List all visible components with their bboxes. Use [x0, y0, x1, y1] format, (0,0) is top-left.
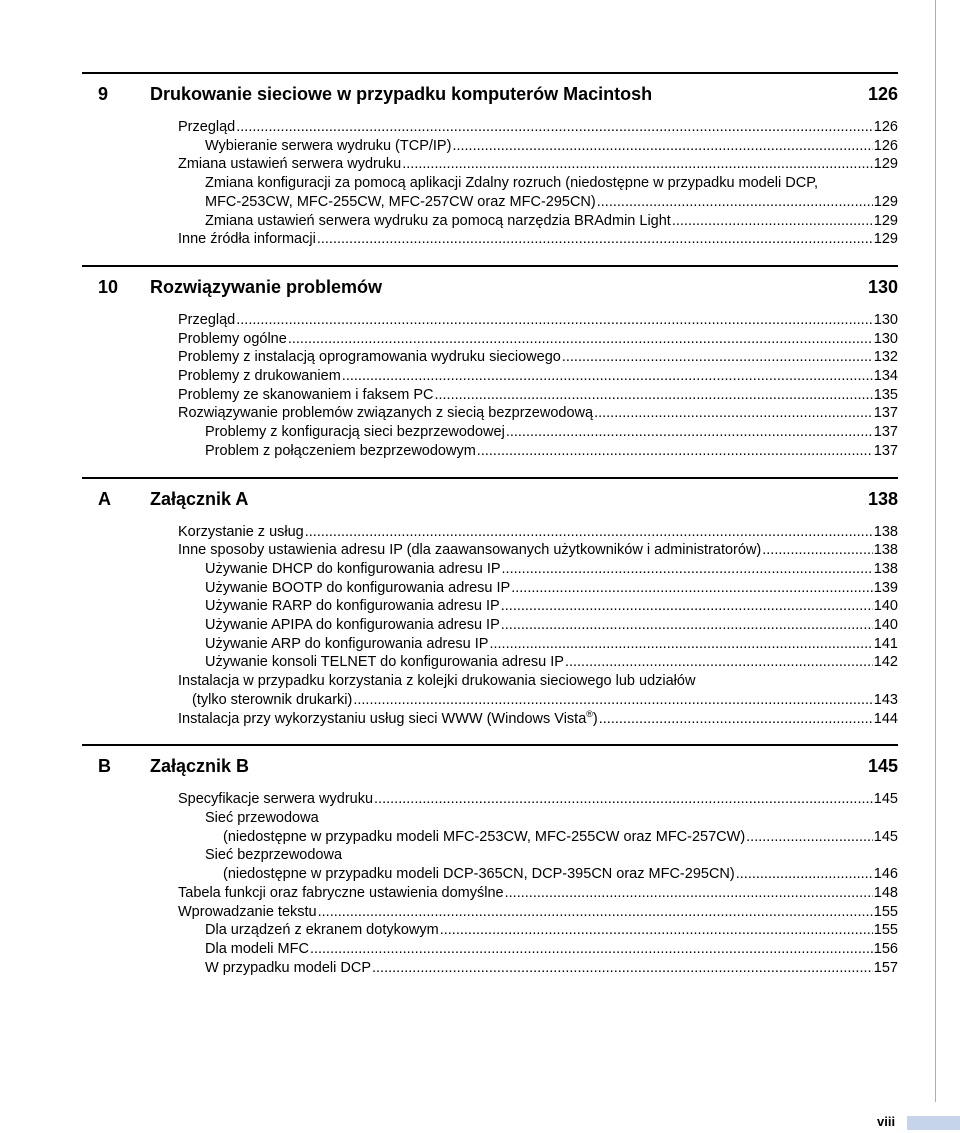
toc-entry-page: 137 [873, 424, 898, 441]
toc-entry-text: Przegląd [178, 119, 236, 135]
toc-entry[interactable] [82, 367, 898, 386]
toc-entry-title [178, 790, 373, 809]
toc-entry-page: 138 [873, 560, 898, 577]
toc-chapter [82, 265, 898, 461]
toc-entry-title [205, 597, 500, 616]
toc-entry[interactable] [82, 155, 898, 174]
toc-entry-text: Dla urządzeń z ekranem dotykowym [205, 922, 439, 939]
toc-entry-text: Zmiana ustawień serwera wydruku za pomocą narzędzia BRAdmin Light [205, 212, 671, 229]
toc-entry-page: 135 [873, 386, 898, 403]
toc-entry-text: Problemy ze skanowaniem i faksem PC [178, 386, 434, 403]
dot-leader [372, 959, 873, 978]
dot-leader [452, 137, 872, 156]
toc-entry-text: Specyfikacje serwera wydruku [178, 791, 374, 808]
toc-entry-page: 142 [873, 654, 898, 671]
toc-entry-text: Korzystanie z usług [178, 523, 304, 540]
toc-entry-title [178, 404, 593, 423]
toc-entry-page: 126 [873, 119, 898, 135]
footer-tab [907, 1116, 960, 1130]
toc-entry[interactable] [82, 653, 898, 672]
chapter-page: 138 [867, 488, 898, 509]
chapter-number: B [98, 756, 111, 777]
toc-entry[interactable] [82, 348, 898, 367]
toc-entry-line: Zmiana konfiguracji za pomocą aplikacji Zdalny rozruch (niedostępne w przypadku modeli DCP, [205, 175, 819, 192]
toc-entry-text: Używanie BOOTP do konfigurowania adresu IP [205, 579, 511, 596]
toc-entry-text: Wprowadzanie tekstu [178, 903, 317, 920]
chapter-heading[interactable] [82, 744, 898, 776]
toc-entry[interactable] [82, 541, 898, 560]
toc-entry[interactable] [82, 597, 898, 616]
chapter-heading[interactable] [82, 477, 898, 509]
dot-leader [236, 118, 873, 137]
toc-entry-page: 140 [873, 598, 898, 615]
chapter-number: 10 [98, 276, 119, 297]
chapter-title: Drukowanie sieciowe w przypadku komputerów Macintosh [150, 84, 653, 104]
toc-entry-text: Zmiana ustawień serwera wydruku [178, 156, 402, 173]
toc-entry[interactable] [82, 959, 898, 978]
toc-entry-title [205, 442, 476, 461]
toc-entry-title [178, 367, 341, 386]
toc-entry-title [178, 523, 304, 542]
dot-leader [511, 579, 873, 598]
toc-entry[interactable] [82, 230, 898, 249]
dot-leader [317, 230, 873, 249]
toc-entry-title [178, 903, 317, 922]
toc-entry-title [178, 230, 316, 249]
toc-entry-page: 129 [873, 231, 898, 248]
toc-entry-text: (tylko sterownik drukarki) [192, 691, 353, 708]
toc-chapter [82, 744, 898, 977]
toc-entry-text: (niedostępne w przypadku modeli MFC-253CW, MFC-255CW oraz MFC-257CW) [223, 828, 746, 845]
toc-entry[interactable] [82, 311, 898, 330]
toc-entry-page: 130 [873, 330, 898, 347]
toc-entry[interactable] [82, 828, 898, 847]
toc-entry-title [205, 921, 439, 940]
toc-entry-text-end: ) [592, 710, 598, 727]
toc-entry[interactable] [82, 386, 898, 405]
dot-leader [477, 442, 873, 461]
toc-entry-page: 134 [873, 368, 898, 385]
toc-entry-page: 146 [873, 866, 898, 883]
toc-entry-title [205, 940, 309, 959]
chapter-title: Załącznik A [150, 488, 249, 509]
toc-entry-title [178, 348, 561, 367]
toc-entry-title [205, 137, 451, 156]
toc-entry-title [178, 311, 235, 330]
toc-entry[interactable] [82, 790, 898, 809]
chapter-page: 130 [867, 276, 898, 297]
toc-entry-page: 126 [873, 137, 898, 154]
toc-entry-text: MFC-253CW, MFC-255CW, MFC-257CW oraz MFC-295CN) [205, 193, 596, 210]
toc-entry-line: Sieć bezprzewodowa [205, 847, 343, 864]
toc-entry-title [205, 212, 671, 231]
toc-entry[interactable] [82, 691, 898, 710]
toc-entry-page: 129 [873, 156, 898, 173]
page-number: viii [877, 1114, 896, 1129]
toc-entry-text: Tabela funkcji oraz fabryczne ustawienia domyślne [178, 884, 504, 901]
dot-leader [562, 348, 873, 367]
toc-chapter [82, 72, 898, 249]
toc-entry-title [178, 330, 287, 349]
toc-entry-page: 139 [873, 579, 898, 596]
toc-entry-page: 145 [873, 828, 898, 845]
toc-entry-title [178, 710, 598, 729]
toc-entry-title [223, 828, 745, 847]
toc-entry[interactable] [82, 865, 898, 884]
toc-entry[interactable] [82, 884, 898, 903]
dot-leader [565, 653, 873, 672]
chapter-number: 9 [98, 84, 109, 104]
chapter-heading[interactable] [82, 72, 898, 104]
chapter-heading[interactable] [82, 265, 898, 297]
toc-entry-text: Przegląd [178, 311, 236, 328]
toc-entry-page: 132 [873, 349, 898, 366]
toc-entry-text: Używanie APIPA do konfigurowania adresu IP [205, 617, 500, 634]
table-of-contents [82, 72, 898, 979]
toc-entry-text: Problemy z konfiguracją sieci bezprzewodowej [205, 424, 505, 441]
toc-entry-title [192, 691, 352, 710]
toc-entry[interactable] [82, 616, 898, 635]
dot-leader [374, 790, 873, 809]
toc-entry-text: Inne sposoby ustawienia adresu IP (dla zaawansowanych użytkowników i administratorów) [178, 542, 762, 559]
dot-leader [746, 828, 873, 847]
dot-leader [762, 541, 873, 560]
toc-entry-text: Wybieranie serwera wydruku (TCP/IP) [205, 137, 452, 154]
toc-entry-text: Dla modeli MFC [205, 940, 309, 957]
toc-entry-text: Problemy z instalacją oprogramowania wydruku sieciowego [178, 349, 561, 366]
toc-entry-title [178, 118, 235, 137]
dot-leader [736, 865, 873, 884]
toc-entry-text: Używanie konsoli TELNET do konfigurowania adresu IP [205, 654, 564, 671]
margin-rule [935, 0, 936, 1102]
toc-entry-page: 145 [873, 791, 898, 808]
toc-entry-title [178, 884, 504, 903]
toc-entry[interactable] [82, 118, 898, 137]
toc-entry-page: 144 [873, 710, 898, 727]
dot-leader [236, 311, 873, 330]
toc-entry-text: Inne źródła informacji [178, 231, 316, 248]
registered-mark: ® [586, 708, 593, 719]
toc-entry-page: 129 [873, 212, 898, 229]
toc-entry-page: 157 [873, 959, 898, 976]
toc-entry-page: 148 [873, 884, 898, 901]
toc-entry[interactable] [82, 560, 898, 579]
toc-entry-page: 137 [873, 442, 898, 459]
chapter-title: Załącznik B [150, 756, 250, 777]
chapter-number: A [98, 488, 111, 509]
dot-leader [318, 903, 873, 922]
dot-leader [288, 330, 873, 349]
toc-entry-line: Sieć przewodowa [205, 809, 319, 826]
toc-entry[interactable] [82, 710, 898, 729]
toc-entry-text: Problemy ogólne [178, 330, 287, 347]
toc-entry-page: 137 [873, 405, 898, 422]
toc-entry-page: 138 [873, 523, 898, 540]
toc-entry[interactable] [82, 423, 898, 442]
dot-leader [506, 423, 873, 442]
dot-leader [597, 193, 873, 212]
toc-entry-text: (niedostępne w przypadku modeli DCP-365CN, DCP-395CN oraz MFC-295CN) [223, 866, 735, 883]
toc-entry-page: 140 [873, 617, 898, 634]
dot-leader [599, 710, 873, 729]
toc-entry-title [205, 423, 505, 442]
toc-entry-title [205, 560, 501, 579]
toc-entry-title [178, 541, 761, 560]
toc-entry-text: Problemy z drukowaniem [178, 368, 341, 385]
toc-entry-title [205, 616, 500, 635]
toc-entry-page: 129 [873, 193, 898, 210]
dot-leader [501, 616, 873, 635]
toc-entry[interactable] [82, 212, 898, 231]
toc-entry-title [205, 959, 371, 978]
dot-leader [353, 691, 872, 710]
toc-entry-page: 156 [873, 940, 898, 957]
toc-entry-page: 143 [873, 691, 898, 708]
toc-entry-text: Problem z połączeniem bezprzewodowym [205, 442, 476, 459]
toc-entry[interactable] [82, 921, 898, 940]
toc-entry[interactable] [82, 635, 898, 654]
toc-entry-title [223, 865, 735, 884]
toc-entry-title [205, 579, 510, 598]
toc-entry[interactable] [82, 330, 898, 349]
dot-leader [594, 404, 873, 423]
toc-entry-title [178, 155, 401, 174]
toc-chapter [82, 477, 898, 729]
toc-entry[interactable] [82, 442, 898, 461]
dot-leader [434, 386, 872, 405]
toc-entry[interactable] [82, 579, 898, 598]
toc-entry-text: Używanie ARP do konfigurowania adresu IP [205, 635, 489, 652]
dot-leader [440, 921, 873, 940]
toc-entry-title [205, 653, 564, 672]
toc-entry-page: 141 [873, 635, 898, 652]
dot-leader [310, 940, 873, 959]
toc-entry-text: Rozwiązywanie problemów związanych z siecią bezprzewodową [178, 405, 594, 422]
toc-entry[interactable] [82, 137, 898, 156]
toc-entry[interactable] [82, 404, 898, 423]
chapter-title: Rozwiązywanie problemów [150, 276, 383, 297]
toc-entry-title [205, 193, 596, 212]
chapter-page: 145 [867, 756, 898, 777]
toc-entry[interactable] [82, 523, 898, 542]
dot-leader [342, 367, 873, 386]
toc-entry-page: 155 [873, 922, 898, 939]
toc-entry-text: Używanie RARP do konfigurowania adresu IP [205, 598, 500, 615]
dot-leader [489, 635, 872, 654]
dot-leader [505, 884, 873, 903]
toc-entry[interactable] [82, 193, 898, 212]
toc-entry-text: W przypadku modeli DCP [205, 959, 371, 976]
toc-entry-text: Używanie DHCP do konfigurowania adresu IP [205, 560, 501, 577]
dot-leader [502, 560, 873, 579]
toc-entry-page: 155 [873, 903, 898, 920]
toc-entry[interactable] [82, 903, 898, 922]
toc-entry[interactable] [82, 940, 898, 959]
toc-entry-text: Instalacja przy wykorzystaniu usług sieci WWW (Windows Vista [178, 710, 587, 727]
dot-leader [501, 597, 873, 616]
toc-entry-title [205, 635, 488, 654]
dot-leader [402, 155, 873, 174]
dot-leader [672, 212, 873, 231]
toc-entry-page: 130 [873, 311, 898, 328]
dot-leader [305, 523, 873, 542]
toc-entry-title [178, 386, 433, 405]
toc-entry-page: 138 [873, 542, 898, 559]
chapter-page: 126 [867, 84, 898, 104]
toc-entry-line: Instalacja w przypadku korzystania z kolejki drukowania sieciowego lub udziałów [178, 673, 696, 690]
